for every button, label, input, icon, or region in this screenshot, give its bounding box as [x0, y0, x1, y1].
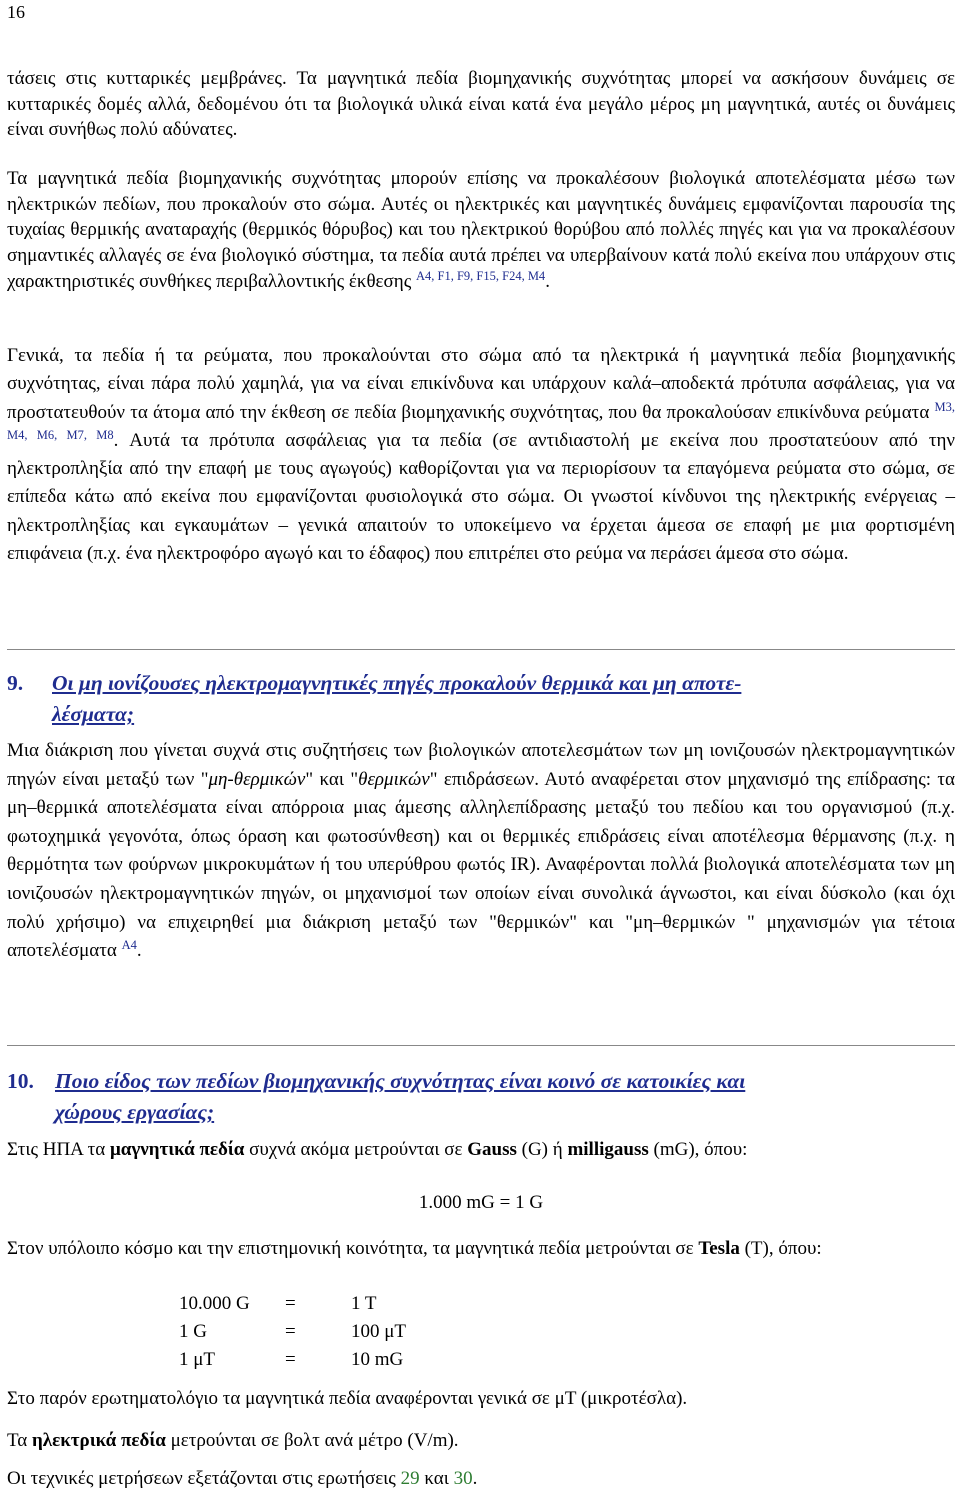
conversion-row: [179, 1318, 406, 1346]
citation-ref: A4: [121, 938, 137, 953]
section-divider: [7, 1045, 955, 1046]
citation-ref: A4, F1, F9, F15, F24, M4: [415, 268, 546, 283]
section-10-heading: [7, 1066, 955, 1128]
conversion-right: 10 mG: [351, 1349, 404, 1370]
text: Στον υπόλοιπο κόσμο και την επιστημονική κοινότητα, τα μαγνητικά πεδία μετρούνται σε: [7, 1238, 699, 1259]
conversion-right: 1 T: [351, 1293, 377, 1314]
conversion-row: [179, 1290, 406, 1318]
text: Οι τεχνικές μετρήσεων εξετάζονται στις ερωτήσεις: [7, 1468, 401, 1489]
conversion-left: 10.000 G: [179, 1293, 250, 1314]
conversion-row: [179, 1346, 406, 1374]
bold-term: milligauss: [567, 1139, 649, 1160]
section-9-heading: [7, 668, 955, 730]
section-10-para-4: [7, 1430, 459, 1452]
paragraph-end: .: [545, 270, 550, 292]
text: συχνά ακόμα μετρούνται σε: [244, 1139, 468, 1160]
paragraph-text: Τα μαγνητικά πεδία βιομηχανικής συχνότητας μπορούν επίσης να προκαλέσουν βιολογικά αποτελέσματα μέσω των ηλεκτρικών πεδίων, που προκαλούν στο σώμα. Αυτές οι ηλεκτρικές και μαγνητικές δυνάμεις εμφανίζονται παρουσία της τυχαίας θερμικής αναταραχής (θερμικός θόρυβος) και του ηλεκτρικού θορύβου από πολλές πηγές και για να προκαλέσουν σημαντικές αλλαγές σε ένα βιολογικό σύστημα, τα πεδία αυτά πρέπει να υπερβαίνουν κατά πολύ εκείνα που υπάρχουν στις χαρακτηριστικές συνθήκες περιβαλλοντικής έκθεσης: [7, 168, 955, 292]
paragraph-end: .: [136, 940, 142, 962]
section-title-line2: λέσματα;: [52, 702, 135, 726]
section-9-body: [7, 737, 955, 966]
text: και: [419, 1468, 454, 1489]
conversion-op: =: [285, 1349, 296, 1370]
bold-term: Tesla: [698, 1238, 740, 1259]
question-link-30[interactable]: 30: [453, 1468, 473, 1489]
section-title-line2: χώρους εργασίας;: [55, 1100, 215, 1124]
section-10-para-5: [7, 1468, 477, 1490]
text: (G) ή: [516, 1139, 568, 1160]
question-link-29[interactable]: 29: [400, 1468, 420, 1489]
paragraph-intro-3: [7, 342, 955, 568]
paragraph-intro-1: τάσεις στις κυτταρικές μεμβράνες. Τα μαγνητικά πεδία βιομηχανικής συχνότητας μπορεί να ασκήσουν δυνάμεις σε κυτταρικές δομές αλλά, δεδομένου ότι τα βιολογικά υλικά είναι κατά ένα μεγάλο μέρος μη μαγνητικά, αυτές οι δυνάμεις είναι συνήθως πολύ αδύνατες.: [7, 68, 955, 141]
section-number: 10.: [7, 1069, 34, 1093]
conversion-table: [179, 1290, 406, 1374]
equation-mg-g: 1.000 mG = 1 G: [418, 1192, 544, 1213]
conversion-left: 1 μT: [179, 1349, 216, 1370]
conversion-right: 100 μT: [351, 1321, 407, 1342]
section-title-line1: Οι μη ιονίζουσες ηλεκτρομαγνητικές πηγές προκαλούν θερμικά και μη αποτε-: [52, 671, 742, 695]
text: (T), όπου:: [739, 1238, 822, 1259]
section-divider: [7, 649, 955, 650]
section-10-para-3: Στο παρόν ερωτηματολόγιο τα μαγνητικά πεδία αναφέρονται γενικά σε μT (μικροτέσλα).: [7, 1388, 688, 1409]
text: μετρούνται σε βολτ ανά μέτρο (V/m).: [165, 1430, 459, 1451]
paragraph-text: Μια διάκριση που γίνεται συχνά στις συζητήσεις των βιολογικών αποτελεσμάτων των μη ιονιζουσών ηλεκτρομαγνητικών πηγών είναι μεταξύ των ": [7, 740, 955, 790]
paragraph-text: " επιδράσεων. Αυτό αναφέρεται στον μηχανισμό της επίδρασης: τα μη–θερμικά αποτελέσματα είναι απόρροια μιας άμεσης αλληλεπίδρασης μεταξύ του πεδίου και του οργανισμού (π.χ. φωτοχημικά γεγονότα, όπως όραση και φωτοσύνθεση) και οι θερμικές επιδράσεις είναι αποτέλεσμα θέρμανσης (π.χ. η θερμότητα των φούρνων μικροκυμάτων ή του υπερύθρου φωτός IR). Αναφέρονται πολλά βιολογικά αποτελέσματα των μη ιονιζουσών ηλεκτρομαγνητικών πηγών, οι μηχανισμοί των οποίων είναι συνολικά άγνωστοι, και είναι δύσκολο (και όχι πολύ χρήσιμο) να επιχειρηθεί μια διάκριση μεταξύ των "θερμικών" και "μη–θερμικών " μηχανισμών για τέτοια αποτελέσματα: [7, 768, 955, 962]
paragraph-intro-2: [7, 166, 955, 295]
section-title-line1: Ποιο είδος των πεδίων βιομηχανικής συχνότητας είναι κοινό σε κατοικίες και: [55, 1069, 746, 1093]
text: (mG), όπου:: [648, 1139, 748, 1160]
section-10-para-1: [7, 1136, 955, 1165]
text: Τα: [7, 1430, 33, 1451]
page-number: 16: [7, 2, 25, 22]
emphasis-non-thermal: μη-θερμικών: [208, 768, 306, 790]
conversion-left: 1 G: [179, 1321, 207, 1342]
paragraph-text-rest: . Αυτά τα πρότυπα ασφάλειας για τα πεδία (σε αντιδιαστολή με εκείνα που προστατεύουν από την ηλεκτροπληξία από την επαφή με τους αγωγούς) καθορίζονται για να περιορίσουν τα επαγόμενα ρεύματα στο σώμα, σε επίπεδα κάτω από εκείνα που εμφανίζονται φυσιολογικά στο σώμα. Οι γνωστοί κίνδυνοι της ηλεκτρικής ενέργειας – ηλεκτροπληξίας και εγκαυμάτων – γενικά απαιτούν το υποκείμενο να έρχεται άμεσα σε επαφή με μια φορτισμένη επιφάνεια (π.χ. ένα ηλεκτροφόρο αγωγό και το έδαφος) που επιτρέπει στο ρεύμα να περάσει άμεσα στο σώμα.: [7, 429, 955, 565]
bold-term: Gauss: [467, 1139, 517, 1160]
paragraph-text: " και ": [305, 768, 359, 790]
emphasis-thermal: θερμικών: [358, 768, 430, 790]
bold-term: ηλεκτρικά πεδία: [32, 1430, 166, 1451]
section-10-para-2: [7, 1235, 955, 1264]
conversion-op: =: [285, 1321, 296, 1342]
conversion-op: =: [285, 1293, 296, 1314]
paragraph-text: Γενικά, τα πεδία ή τα ρεύματα, που προκαλούνται στο σώμα από τα ηλεκτρικά ή μαγνητικά πεδία βιομηχανικής συχνότητας, είναι πάρα πολύ χαμηλά, για να είναι επικίνδυνα και υπάρχουν καλά–αποδεκτά πρότυπα ασφάλειας, για να προστατευθούν τα άτομα από την έκθεση σε πεδία βιομηχανικής συχνότητας, που θα προκαλούσαν επικίνδυνα ρεύματα: [7, 345, 955, 423]
section-number: 9.: [7, 671, 24, 695]
text: .: [472, 1468, 478, 1489]
citation-ref: M3, M4, M6, M7, M8: [7, 399, 955, 442]
text: Στις ΗΠΑ τα: [7, 1139, 110, 1160]
bold-term: μαγνητικά πεδία: [109, 1139, 245, 1160]
